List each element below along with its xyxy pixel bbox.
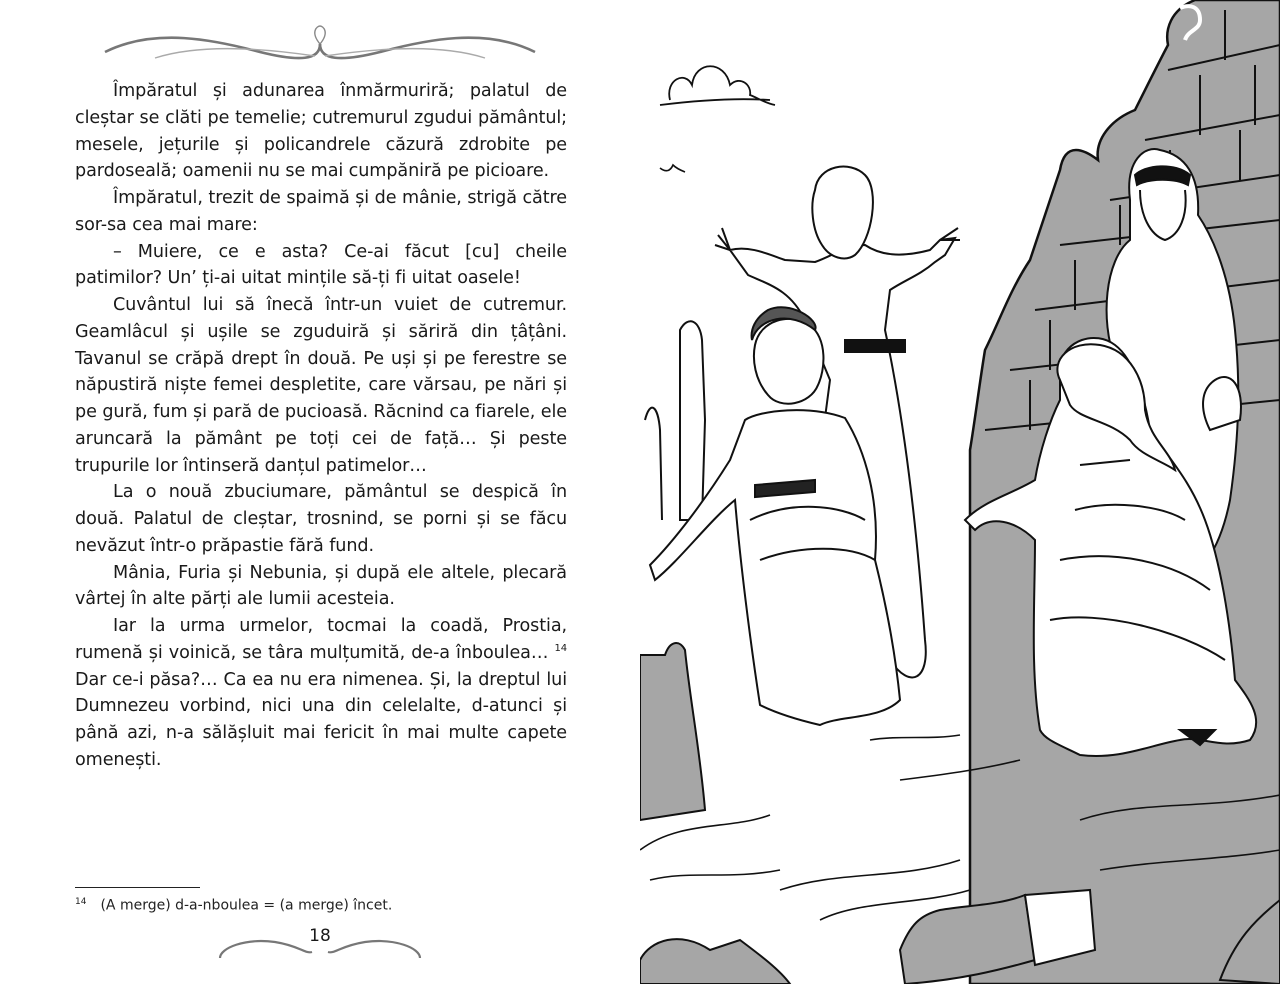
footnote-text: (A merge) d-a-nboulea = (a merge) încet. [100, 897, 393, 914]
paragraph-text: Dar ce-i păsa?… Ca ea nu era nimenea. Și, la dreptul lui Dumnezeu vorbind, nici una din celelalte, d-atunci și până azi, n-a sălășluit mai fericit în mai multe capete omenești. [75, 669, 567, 770]
paragraph [75, 613, 567, 774]
ruined-column [680, 321, 705, 520]
bird-icon [660, 165, 685, 172]
right-page [640, 0, 1280, 984]
paragraph: Împăratul, trezit de spaimă și de mânie, strigă către sor-sa cea mai mare: [75, 188, 567, 235]
illustration-women-ruins-icon [640, 0, 1280, 984]
paragraph: Cuvântul lui să înecă într-un vuiet de cutremur. Geamlâcul și ușile se zguduiră și săriră din țâțâni. Tavanul se crăpă drept în două. Pe uși și pe ferestre se năpustiră niște femei despletite, care vărsau, pe nări și pe gură, fum și pară de pucioasă. Răcnind ca fiarele, ele aruncară la pământ pe toți cei de față… Și peste trupurile lor întinseră danțul patimelor… [75, 295, 567, 476]
paragraph: La o nouă zbuciumare, pământul se despică în două. Palatul de cleștar, trosnind, se porni și se făcu nevăzut într-o prăpastie fără fund. [75, 482, 567, 556]
paragraph: Împăratul și adunarea înmărmuriră; palatul de cleștar se clăti pe temelie; cutremurul zgudui pământul; mesele, jețurile și policandrele căzură zdrobite pe pardoseală; oamenii nu se mai cumpăniră pe picioare. [75, 81, 567, 182]
cloud-icon [660, 66, 775, 105]
footnote-number: 14 [75, 897, 87, 907]
paragraph: – Muiere, ce e asta? Ce-ai făcut [cu] cheile patimilor? Un’ ți-ai uitat mințile să-ți fi uitat oasele! [75, 241, 567, 289]
footnote-reference[interactable]: 14 [554, 642, 567, 654]
footnote-separator [75, 887, 200, 888]
paragraph-text: Iar la urma urmelor, tocmai la coadă, Prostia, rumenă și voinică, se târa mulțumită, de-a înboulea… [75, 616, 567, 663]
ornament-divider-top [95, 22, 545, 72]
footnote [75, 897, 392, 914]
paragraph: Mânia, Furia și Nebunia, și după ele altele, plecară vârtej în alte părți ale lumii acesteia. [75, 562, 567, 610]
page-number: 18 [309, 926, 331, 946]
body-text [75, 78, 567, 774]
